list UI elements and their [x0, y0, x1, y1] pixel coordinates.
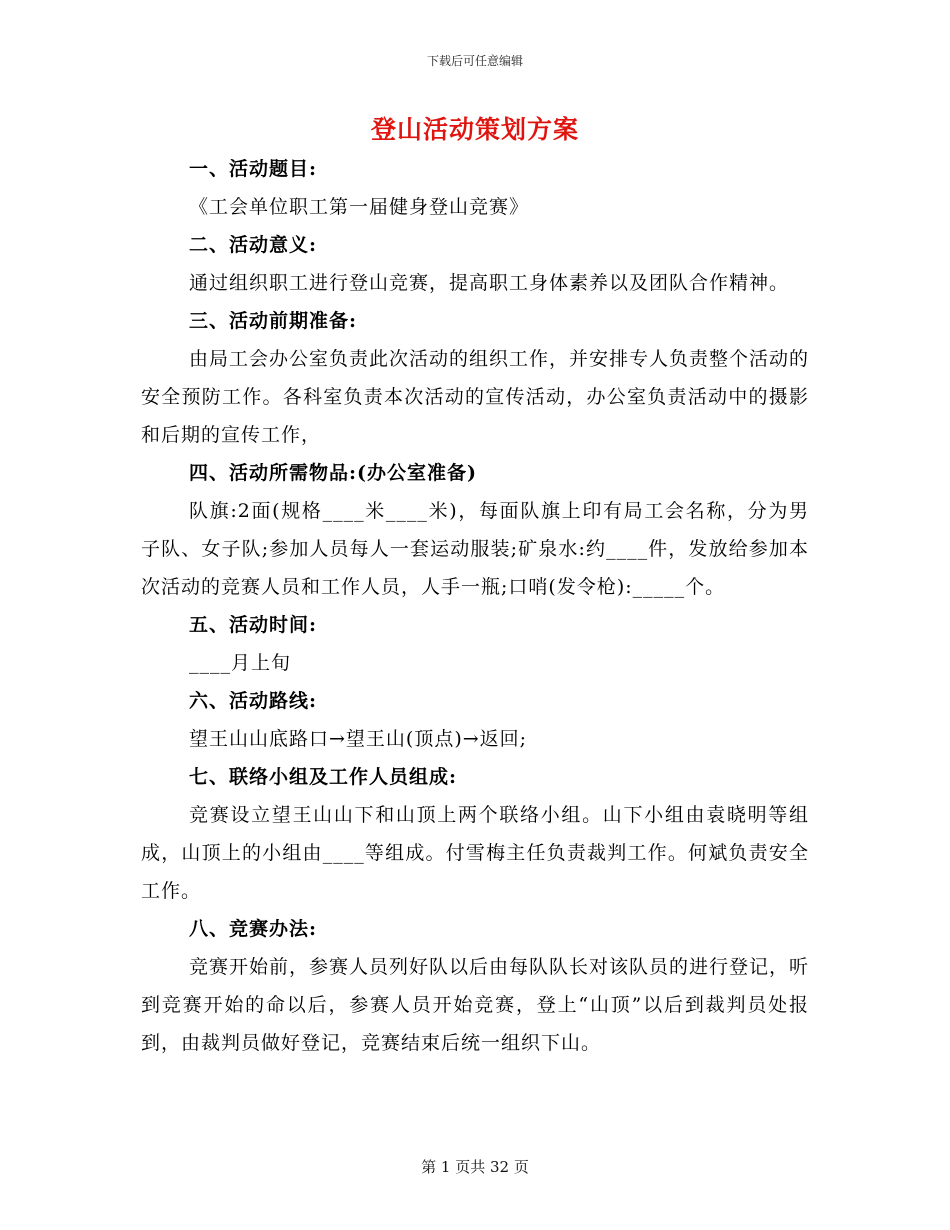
- section: [141, 302, 809, 454]
- section-paragraph: 《工会单位职工第一届健身登山竞赛》: [189, 196, 530, 218]
- section-paragraph: 通过组织职工进行登山竞赛，提高职工身体素养以及团队合作精神。: [189, 272, 790, 294]
- section: [141, 758, 809, 910]
- section: [141, 682, 809, 758]
- document-body: [141, 150, 809, 1062]
- section: [141, 606, 809, 682]
- section-heading: 五、活动时间:: [189, 614, 318, 636]
- section-paragraph: 队旗:2面(规格____米____米)，每面队旗上印有局工会名称，分为男子队、女子队;参加人员每人一套运动服装;矿泉水:约____件，发放给参加本次活动的竞赛人员和工作人员，人手一瓶;口哨(发令枪):_____个。: [141, 500, 809, 598]
- section-heading: 三、活动前期准备:: [189, 310, 358, 332]
- document-title: 登山活动策划方案: [370, 115, 579, 144]
- section-paragraph: 竞赛开始前，参赛人员列好队以后由每队队长对该队员的进行登记，听到竞赛开始的命以后，参赛人员开始竞赛，登上“山顶”以后到裁判员处报到，由裁判员做好登记，竞赛结束后统一组织下山。: [141, 956, 810, 1054]
- header-note: 下载后可任意编辑: [426, 54, 523, 68]
- section-heading: 二、活动意义:: [189, 234, 318, 256]
- section-heading: 六、活动路线:: [189, 690, 318, 712]
- section-heading: 八、竞赛办法:: [189, 918, 318, 940]
- section: [141, 910, 809, 1062]
- section-heading: 四、活动所需物品:(办公室准备): [189, 462, 477, 484]
- section-paragraph: ____月上旬: [189, 652, 292, 674]
- section: [141, 150, 809, 226]
- section: [141, 454, 809, 606]
- page-number: 第 1 页共 32 页: [421, 1158, 529, 1176]
- section-paragraph: 由局工会办公室负责此次活动的组织工作，并安排专人负责整个活动的安全预防工作。各科室负责本次活动的宣传活动，办公室负责活动中的摄影和后期的宣传工作，: [141, 348, 810, 446]
- section-paragraph: 望王山山底路口→望王山(顶点)→返回;: [189, 728, 528, 750]
- section: [141, 226, 809, 302]
- section-heading: 七、联络小组及工作人员组成:: [189, 766, 458, 788]
- section-paragraph: 竞赛设立望王山山下和山顶上两个联络小组。山下小组由袁晓明等组成，山顶上的小组由____等组成。付雪梅主任负责裁判工作。何斌负责安全工作。: [141, 804, 809, 902]
- section-heading: 一、活动题目:: [189, 158, 318, 180]
